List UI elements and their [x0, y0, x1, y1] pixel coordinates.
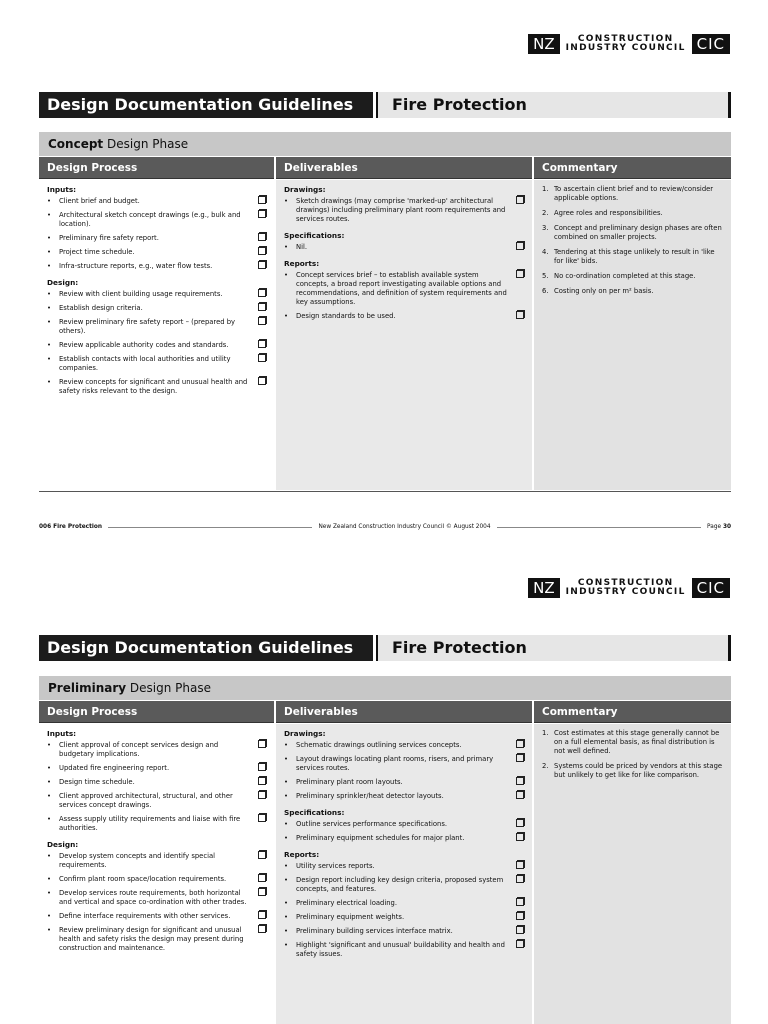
footer-page: Page 30 [707, 524, 732, 530]
column-headers [39, 157, 731, 179]
commentary-text: No co-ordination completed at this stage. [554, 272, 696, 280]
bullet: • [284, 834, 289, 842]
item-text: Preliminary plant room layouts. [296, 778, 403, 786]
logo-text: CONSTRUCTION INDUSTRY COUNCIL [565, 578, 686, 597]
checklist-item [47, 778, 266, 787]
item-text: Develop services route requirements, both horizontal and vertical and space co-ordination with other trades. [59, 889, 247, 906]
commentary-item [542, 209, 723, 218]
checklist-item [47, 926, 266, 953]
commentary-column [534, 724, 731, 1024]
bullet: • [284, 755, 289, 763]
bullet: • [47, 304, 52, 312]
checklist-item [284, 197, 524, 224]
commentary-item [542, 729, 723, 756]
checkbox-icon [516, 311, 524, 319]
commentary-item [542, 248, 723, 266]
checkbox-icon [516, 777, 524, 785]
checklist-item [284, 312, 524, 321]
content-columns [39, 180, 731, 490]
bullet: • [284, 941, 289, 949]
checkbox-icon [516, 861, 524, 869]
checklist-item [284, 941, 524, 959]
item-text: Highlight 'significant and unusual' buildability and health and safety issues. [296, 941, 505, 958]
phase-bar: Concept Design Phase [39, 132, 731, 156]
header-design-process: Design Process [39, 157, 274, 179]
bullet: • [284, 876, 289, 884]
item-text: Nil. [296, 243, 308, 251]
doc-title: Design Documentation Guidelines [39, 92, 373, 118]
design-process-column: Inputs: • Client approval of concept services design and budgetary implications. • Updated fire engineering report. • Design time schedule. • Client approved architectural, structural, and other services concept drawings. • Assess supply utility requirements and liaise with fire authorities. Design: • Develop system concepts and identify special requirements. • Confirm plant room space/location requirements. • Develop services route requirements, both horizontal and vertical and space co-ordination with other trades. • Define interface requirements with other services. • Review preliminary design for significant and unusual health and safety risks the design may present during construction and maintenance. [39, 724, 274, 1024]
checkbox-icon [516, 740, 524, 748]
commentary-text: To ascertain client brief and to review/consider applicable options. [554, 185, 714, 202]
section-title: Fire Protection [378, 92, 731, 118]
logo-text: CONSTRUCTION INDUSTRY COUNCIL [565, 34, 686, 53]
item-number: 3. [542, 224, 549, 232]
commentary-text: Systems could be priced by vendors at this stage but unlikely to get like for like comparison. [554, 762, 723, 779]
item-text: Updated fire engineering report. [59, 764, 170, 772]
logo-nz: NZ [528, 578, 560, 598]
checklist-item [47, 875, 266, 884]
bullet: • [47, 875, 52, 883]
checkbox-icon [258, 377, 266, 385]
checklist-item [284, 927, 524, 936]
commentary-text: Agree roles and responsibilities. [554, 209, 663, 217]
checkbox-icon [258, 303, 266, 311]
header-deliverables: Deliverables [276, 157, 532, 179]
checkbox-icon [516, 833, 524, 841]
item-text: Review applicable authority codes and standards. [59, 341, 229, 349]
checkbox-icon [258, 354, 266, 362]
checklist-item [47, 912, 266, 921]
item-text: Sketch drawings (may comprise 'marked-up' architectural drawings) including preliminary plant room requirements and services routes. [296, 197, 506, 223]
checklist-item [284, 820, 524, 829]
commentary-item [542, 762, 723, 780]
content-columns [39, 724, 731, 1024]
bullet: • [284, 741, 289, 749]
phase-bar: Preliminary Design Phase [39, 676, 731, 700]
bullet: • [284, 197, 289, 205]
commentary-item [542, 287, 723, 296]
checkbox-icon [516, 242, 524, 250]
checkbox-icon [258, 777, 266, 785]
checkbox-icon [516, 875, 524, 883]
commentary-item [542, 224, 723, 242]
bullet: • [284, 913, 289, 921]
commentary-item [542, 272, 723, 281]
design-process-column: Inputs: • Client brief and budget. • Architectural sketch concept drawings (e.g., bulk and location). • Preliminary fire safety report. • Project time schedule. • Infra-structure reports, e.g., water flow tests. Design: • Review with client building usage requirements. • Establish design criteria. • Review preliminary fire safety report – (prepared by others). • Review applicable authority codes and standards. • Establish contacts with local authorities and utility companies. • Review concepts for significant and unusual health and safety risks relevant to the design. [39, 180, 274, 490]
item-text: Review with client building usage requirements. [59, 290, 223, 298]
item-number: 2. [542, 209, 549, 217]
item-text: Project time schedule. [59, 248, 135, 256]
item-text: Client approved architectural, structural, and other services concept drawings. [59, 792, 233, 809]
checklist-item [284, 741, 524, 750]
header-deliverables: Deliverables [276, 701, 532, 723]
bullet: • [284, 243, 289, 251]
checklist-item [47, 197, 266, 206]
checkbox-icon [258, 888, 266, 896]
item-text: Design report including key design criteria, proposed system concepts, and features. [296, 876, 504, 893]
item-text: Establish contacts with local authorities and utility companies. [59, 355, 231, 372]
logo-nz: NZ [528, 34, 560, 54]
bullet: • [47, 778, 52, 786]
checklist-item [284, 899, 524, 908]
checklist-item [284, 271, 524, 307]
checklist-item [47, 852, 266, 870]
divider [39, 491, 731, 492]
item-text: Utility services reports. [296, 862, 375, 870]
checkbox-icon [258, 911, 266, 919]
checkbox-icon [258, 247, 266, 255]
section-title: Fire Protection [378, 635, 731, 661]
deliverables-column: Drawings: • Schematic drawings outlining services concepts. • Layout drawings locating plant rooms, risers, and primary services routes. • Preliminary plant room layouts. • Preliminary sprinkler/heat detector layouts. Specifications: • Outline services performance specifications. • Preliminary equipment schedules for major plant. Reports: • Utility services reports. • Design report including key design criteria, proposed system concepts, and features. • Preliminary electrical loading. • Preliminary equipment weights. • Preliminary building services interface matrix. • Highlight 'significant and unusual' buildability and health and safety issues. [276, 724, 532, 1024]
bullet: • [47, 889, 52, 897]
item-text: Outline services performance specifications. [296, 820, 448, 828]
bullet: • [47, 912, 52, 920]
checkbox-icon [258, 210, 266, 218]
checkbox-icon [258, 196, 266, 204]
header-commentary: Commentary [534, 701, 731, 723]
checkbox-icon [258, 874, 266, 882]
checkbox-icon [258, 317, 266, 325]
item-number: 4. [542, 248, 549, 256]
checkbox-icon [258, 925, 266, 933]
checkbox-icon [258, 763, 266, 771]
bullet: • [284, 312, 289, 320]
checkbox-icon [258, 791, 266, 799]
item-text: Client approval of concept services design and budgetary implications. [59, 741, 219, 758]
bullet: • [284, 899, 289, 907]
item-text: Assess supply utility requirements and liaise with fire authorities. [59, 815, 241, 832]
logo-cic: CIC [692, 578, 730, 598]
checklist-item [284, 876, 524, 894]
checkbox-icon [516, 791, 524, 799]
bullet: • [284, 792, 289, 800]
bullet: • [47, 211, 52, 219]
checkbox-icon [258, 289, 266, 297]
item-number: 5. [542, 272, 549, 280]
bullet: • [47, 318, 52, 326]
commentary-text: Cost estimates at this stage generally cannot be on a full elemental basis, as final distribution is not well defined. [554, 729, 720, 755]
item-text: Review preliminary fire safety report – (prepared by others). [59, 318, 236, 335]
item-text: Review concepts for significant and unusual health and safety risks relevant to the design. [59, 378, 248, 395]
footer-copyright: New Zealand Construction Industry Council © August 2004 [318, 524, 491, 530]
checklist-item [47, 341, 266, 350]
item-text: Preliminary electrical loading. [296, 899, 398, 907]
title-bar [39, 92, 731, 118]
commentary-text: Tendering at this stage unlikely to result in 'like for like' bids. [554, 248, 715, 265]
bullet: • [284, 927, 289, 935]
item-text: Layout drawings locating plant rooms, risers, and primary services routes. [296, 755, 494, 772]
checklist-item [47, 262, 266, 271]
logo-cic: CIC [692, 34, 730, 54]
checklist-item [47, 889, 266, 907]
checklist-item [47, 290, 266, 299]
checklist-item [47, 764, 266, 773]
item-text: Architectural sketch concept drawings (e.g., bulk and location). [59, 211, 241, 228]
checkbox-icon [516, 270, 524, 278]
checklist-item [284, 792, 524, 801]
item-text: Establish design criteria. [59, 304, 143, 312]
commentary-item [542, 185, 723, 203]
item-text: Preliminary fire safety report. [59, 234, 159, 242]
bullet: • [47, 341, 52, 349]
bullet: • [47, 234, 52, 242]
item-number: 1. [542, 185, 549, 193]
footer-section: 006 Fire Protection [39, 524, 102, 530]
checklist-item [47, 318, 266, 336]
header-design-process: Design Process [39, 701, 274, 723]
item-text: Design time schedule. [59, 778, 135, 786]
commentary-text: Concept and preliminary design phases are often combined on smaller projects. [554, 224, 722, 241]
bullet: • [47, 926, 52, 934]
item-text: Infra-structure reports, e.g., water flow tests. [59, 262, 213, 270]
checklist-item [47, 792, 266, 810]
checklist-item [284, 913, 524, 922]
column-headers [39, 701, 731, 723]
checklist-item [47, 234, 266, 243]
item-text: Client brief and budget. [59, 197, 140, 205]
bullet: • [47, 248, 52, 256]
checkbox-icon [258, 814, 266, 822]
bullet: • [47, 290, 52, 298]
item-number: 2. [542, 762, 549, 770]
item-text: Preliminary equipment weights. [296, 913, 405, 921]
bullet: • [284, 778, 289, 786]
checkbox-icon [516, 926, 524, 934]
item-text: Confirm plant room space/location requirements. [59, 875, 227, 883]
item-text: Preliminary sprinkler/heat detector layouts. [296, 792, 444, 800]
title-bar [39, 635, 731, 661]
commentary-column [534, 180, 731, 490]
checkbox-icon [516, 754, 524, 762]
checkbox-icon [516, 940, 524, 948]
bullet: • [284, 271, 289, 279]
checkbox-icon [258, 233, 266, 241]
item-text: Develop system concepts and identify special requirements. [59, 852, 216, 869]
bullet: • [47, 378, 52, 386]
bullet: • [47, 355, 52, 363]
commentary-text: Costing only on per m² basis. [554, 287, 654, 295]
bullet: • [47, 852, 52, 860]
bullet: • [47, 815, 52, 823]
checkbox-icon [516, 912, 524, 920]
bullet: • [47, 792, 52, 800]
checklist-item [47, 355, 266, 373]
item-text: Preliminary building services interface matrix. [296, 927, 453, 935]
checklist-item [47, 304, 266, 313]
item-text: Preliminary equipment schedules for major plant. [296, 834, 465, 842]
cic-logo [528, 578, 730, 598]
item-text: Define interface requirements with other services. [59, 912, 231, 920]
item-text: Review preliminary design for significant and unusual health and safety risks the design may present during construction and maintenance. [59, 926, 244, 952]
checklist-item [284, 755, 524, 773]
checklist-item [47, 741, 266, 759]
header-commentary: Commentary [534, 157, 731, 179]
cic-logo [528, 34, 730, 54]
item-text: Concept services brief – to establish available system concepts, a broad report investigating available options and recommendations, and definition of system requirements and key assumptions. [296, 271, 507, 306]
bullet: • [47, 764, 52, 772]
checkbox-icon [258, 740, 266, 748]
checkbox-icon [258, 851, 266, 859]
deliverables-column: Drawings: • Sketch drawings (may comprise 'marked-up' architectural drawings) including preliminary plant room requirements and services routes. Specifications: • Nil. Reports: • Concept services brief – to establish available system concepts, a broad report investigating available options and recommendations, and definition of system requirements and key assumptions. • Design standards to be used. [276, 180, 532, 490]
item-number: 1. [542, 729, 549, 737]
checklist-item [47, 378, 266, 396]
item-text: Design standards to be used. [296, 312, 396, 320]
bullet: • [47, 741, 52, 749]
bullet: • [47, 262, 52, 270]
checklist-item [284, 862, 524, 871]
checkbox-icon [258, 340, 266, 348]
item-number: 6. [542, 287, 549, 295]
doc-title: Design Documentation Guidelines [39, 635, 373, 661]
checkbox-icon [516, 898, 524, 906]
checklist-item [284, 243, 524, 252]
checklist-item [47, 211, 266, 229]
item-text: Schematic drawings outlining services concepts. [296, 741, 462, 749]
bullet: • [284, 862, 289, 870]
checklist-item [284, 778, 524, 787]
checklist-item [47, 248, 266, 257]
checkbox-icon [516, 819, 524, 827]
bullet: • [47, 197, 52, 205]
checkbox-icon [258, 261, 266, 269]
checklist-item [284, 834, 524, 843]
checklist-item [47, 815, 266, 833]
bullet: • [284, 820, 289, 828]
checkbox-icon [516, 196, 524, 204]
page-footer [39, 522, 731, 532]
